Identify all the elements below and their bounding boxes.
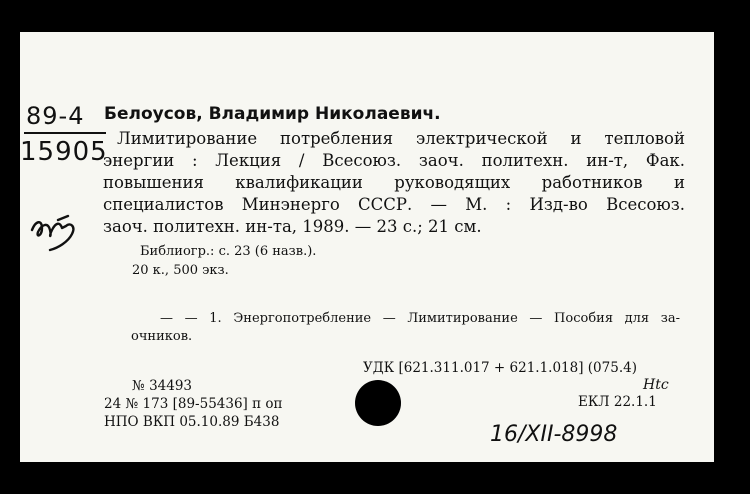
description-line-5: заоч. политехн. ин-та, 1989. — 23 с.; 21 см. [103,217,482,236]
print-run-note: 20 к., 500 экз. [132,263,229,278]
description-line-4: специалистов Минэнерго СССР. — М. : Изд-во Всесоюз. [103,195,685,214]
description-line-2: энергии : Лекция / Всесоюз. заоч. политехн. ин-т, Фак. [103,151,685,170]
tracing-line-1: — — 1. Энергопотребление — Лимитирование — Пособия для за- [160,311,680,326]
handwritten-shelf-mark: 89-4 [26,102,85,130]
handwritten-annotation: Htc [643,377,669,393]
handwritten-initials-scribble [28,208,84,254]
card-author-heading: Белоусов, Владимир Николаевич. [104,104,441,124]
shelf-mark-underline [24,132,106,134]
description-line-3: повышения квалификации руководящих работников и [103,173,685,192]
card-notes [132,242,316,280]
tracing-line-2: очников. [131,329,193,344]
subject-tracing [131,310,680,346]
description-line-1: Лимитирование потребления электрической и тепловой [117,129,685,148]
bibliography-note: Библиогр.: с. 23 (6 назв.). [140,244,317,259]
order-line: 24 № 173 [89-55436] п оп [104,396,283,412]
publisher-line: НПО ВКП 05.10.89 Б438 [104,414,280,430]
ekl-classification: ЕКЛ 22.1.1 [578,394,657,410]
handwritten-accession-number: 15905 [20,137,108,167]
udk-classification: УДК [621.311.017 + 621.1.018] (075.4) [363,360,637,376]
card-footer-info [104,377,283,431]
handwritten-bottom-note: 16/XII-8998 [490,422,618,447]
hole-punch-mark [355,380,401,426]
card-description [103,128,685,238]
card-number: № 34493 [132,378,193,394]
catalog-card [20,32,714,462]
